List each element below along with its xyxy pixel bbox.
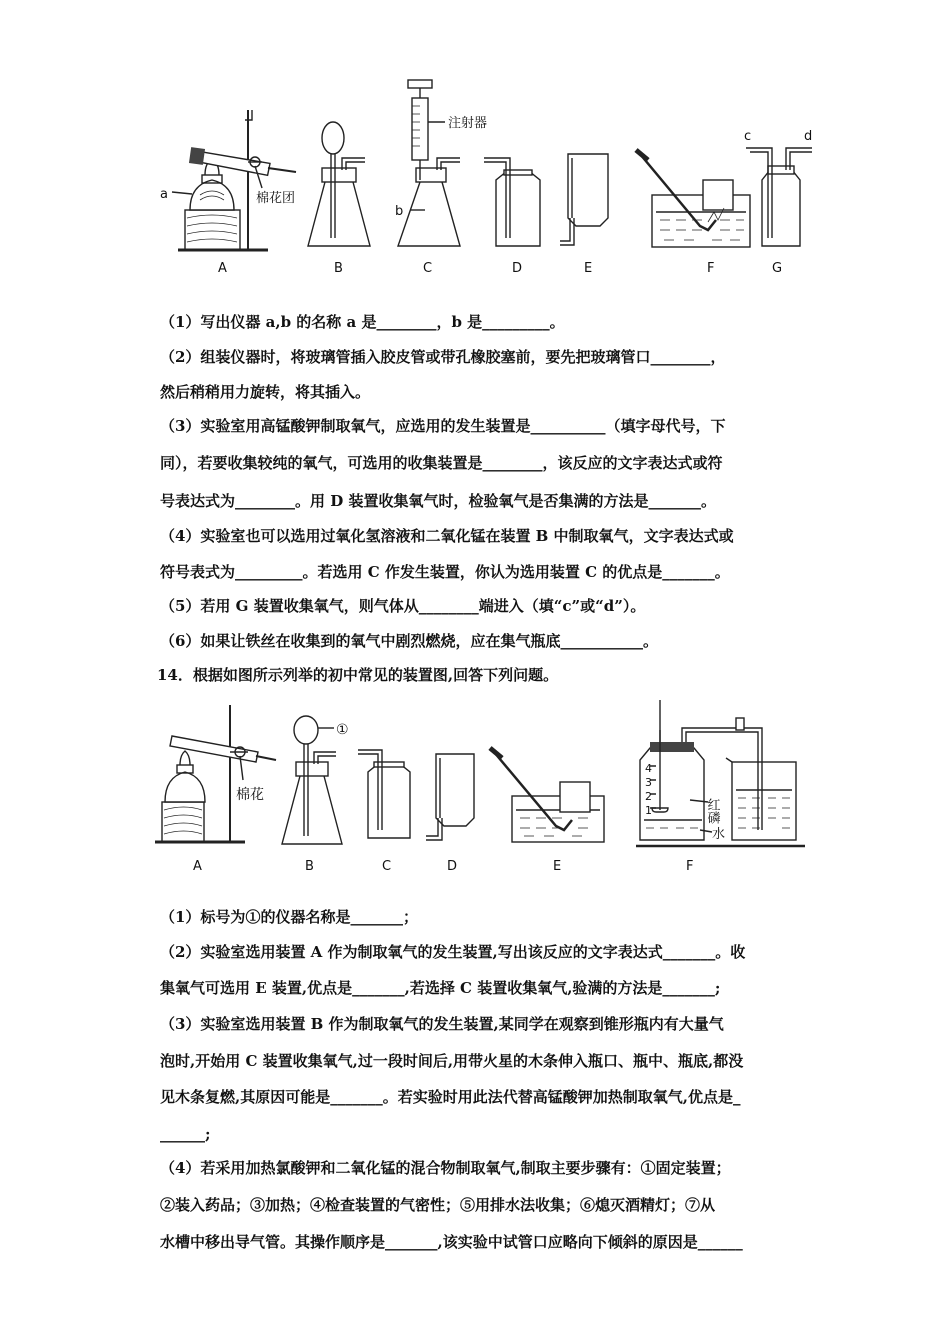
section1-line-7: （4）实验室也可以选用过氧化氢溶液和二氧化锰在装置 B 中制取氧气，文字表达式或 — [160, 527, 734, 545]
label-cotton-2: 棉花 — [236, 787, 264, 803]
section2-line-7: ______; — [160, 1125, 211, 1143]
section1-line-5: 同），若要收集较纯的氧气，可选用的收集装置是________，该反应的文字表达式或符 — [160, 454, 723, 472]
apparatus-1-C — [398, 80, 460, 246]
section2-line-9: ②装入药品；③加热；④检查装置的气密性；⑤用排水法收集；⑥熄灭酒精灯；⑦从 — [160, 1196, 716, 1214]
scale-1: 1 — [645, 804, 652, 817]
fig2-label-D: D — [447, 859, 458, 874]
section2-line-1: （1）标号为①的仪器名称是_______； — [160, 908, 418, 926]
label-c: c — [744, 129, 752, 144]
fig2-label-A: A — [193, 859, 202, 874]
section1-line-10: （6）如果让铁丝在收集到的氧气中剧烈燃烧，应在集气瓶底___________。 — [160, 632, 658, 650]
apparatus-1-B — [308, 122, 370, 246]
scale-2: 2 — [645, 790, 652, 803]
section1-line-3: 然后稍稍用力旋转，将其插入。 — [160, 383, 371, 401]
section1-line-9: （5）若用 G 装置收集氧气，则气体从________端进入（填“c”或“d”）。 — [160, 597, 646, 615]
apparatus-figure-1 — [0, 70, 950, 285]
fig2-label-E: E — [553, 859, 562, 874]
apparatus-2-B — [282, 716, 342, 844]
apparatus-2-F — [636, 700, 805, 846]
section2-line-4: （3）实验室选用装置 B 作为制取氧气的发生装置,某同学在观察到锥形瓶内有大量气 — [160, 1015, 724, 1033]
fig1-label-E: E — [584, 261, 593, 276]
apparatus-2-C — [358, 750, 410, 838]
apparatus-2-D — [426, 754, 474, 840]
section2-line-3: 集氧气可选用 E 装置,优点是_______,若选择 C 装置收集氧气,验满的方法是_______; — [160, 979, 721, 997]
fig1-label-F: F — [707, 261, 715, 276]
fig1-label-D: D — [512, 261, 523, 276]
apparatus-1-F — [636, 150, 750, 247]
section2-line-10: 水槽中移出导气管。其操作顺序是_______,该实验中试管口应略向下倾斜的原因是______ — [160, 1233, 743, 1251]
fig1-label-C: C — [423, 261, 433, 276]
label-a: a — [160, 187, 168, 202]
apparatus-2-E — [490, 748, 604, 842]
fig2-label-F: F — [686, 859, 694, 874]
fig1-label-B: B — [334, 261, 343, 276]
section1-line-1: （1）写出仪器 a,b 的名称 a 是________，b 是_________。 — [160, 313, 565, 331]
apparatus-1-D — [484, 158, 540, 246]
section1-line-2: （2）组装仪器时，将玻璃管插入胶皮管或带孔橡胶塞前，要先把玻璃管口________， — [160, 348, 726, 366]
section1-line-8: 符号表式为_________。若选用 C 作发生装置，你认为选用装置 C 的优点是_______。 — [160, 563, 730, 581]
label-d: d — [804, 129, 813, 144]
section1-line-6: 号表达式为________。用 D 装置收集氧气时，检验氧气是否集满的方法是_______。 — [160, 492, 716, 510]
apparatus-1-G — [746, 148, 812, 246]
section2-line-2: （2）实验室选用装置 A 作为制取氧气的发生装置,写出该反应的文字表达式_______。收 — [160, 943, 746, 961]
fig2-label-B: B — [305, 859, 314, 874]
scale-3: 3 — [645, 776, 652, 789]
label-circle-1: ① — [336, 722, 349, 738]
question-14-stem: 14．根据如图所示列举的初中常见的装置图,回答下列问题。 — [157, 666, 559, 684]
scale-4: 4 — [645, 762, 652, 775]
fig1-label-A: A — [218, 261, 227, 276]
label-syringe: 注射器 — [448, 116, 488, 131]
section1-line-4: （3）实验室用高锰酸钾制取氧气，应选用的发生装置是__________（填字母代号，下 — [160, 417, 726, 435]
label-phosphorus: 红磷 — [704, 798, 720, 824]
label-water: 水 — [712, 827, 726, 842]
section2-line-8: （4）若采用加热氯酸钾和二氧化锰的混合物制取氧气,制取主要步骤有：①固定装置； — [160, 1159, 731, 1177]
apparatus-figure-2 — [0, 690, 950, 880]
fig1-label-G: G — [772, 261, 783, 276]
section2-line-5: 泡时,开始用 C 装置收集氧气,过一段时间后,用带火星的木条伸入瓶口、瓶中、瓶底,都没 — [160, 1052, 744, 1070]
fig2-label-C: C — [382, 859, 392, 874]
apparatus-1-E — [560, 154, 608, 245]
apparatus-1-A — [172, 110, 296, 250]
apparatus-2-A — [155, 705, 276, 842]
label-cotton: 棉花团 — [256, 191, 296, 206]
section2-line-6: 见木条复燃,其原因可能是_______。若实验时用此法代替高锰酸钾加热制取氧气,优点是_ — [160, 1088, 741, 1106]
label-b: b — [395, 204, 404, 219]
